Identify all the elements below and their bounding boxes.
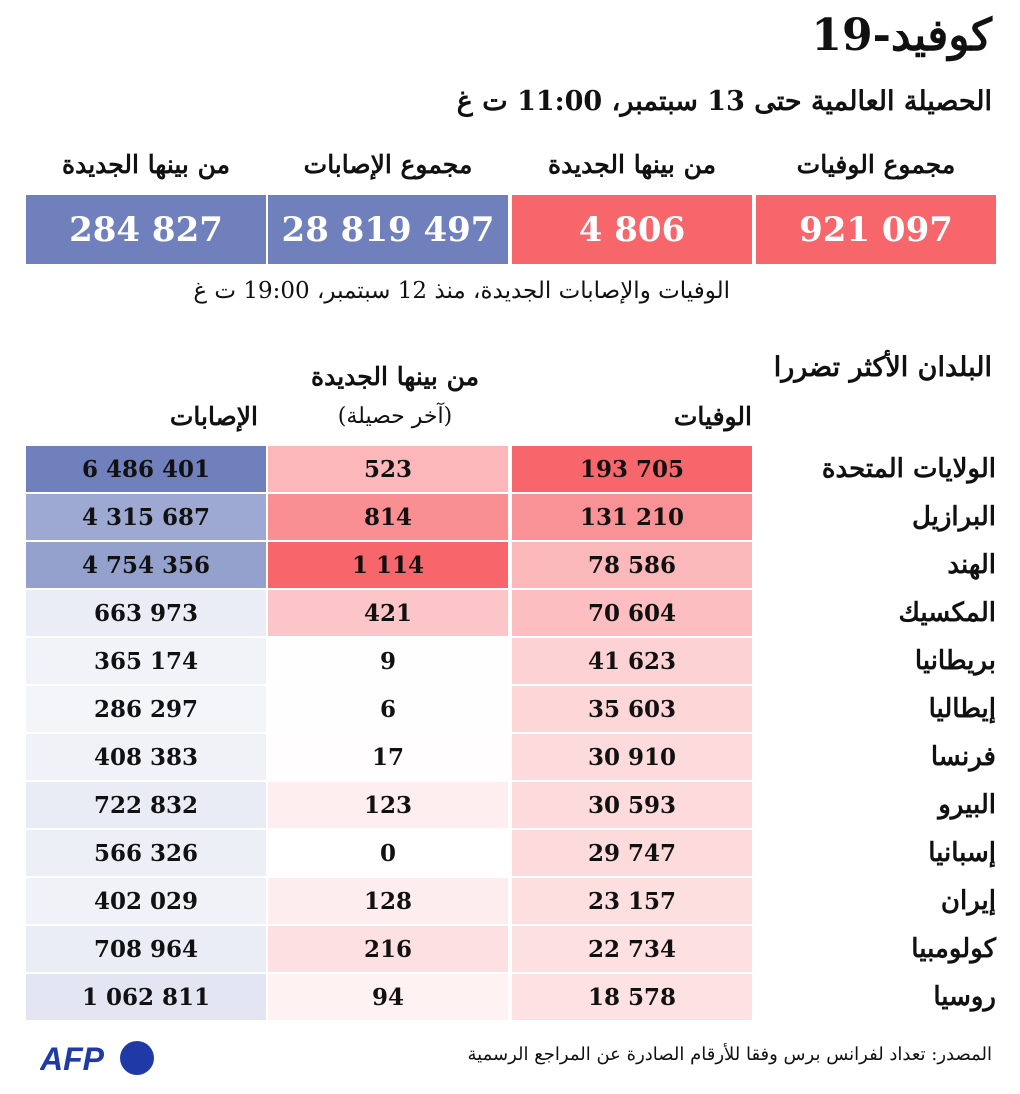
cases-cell: 365 174 xyxy=(26,638,266,684)
page-subtitle: الحصيلة العالمية حتى 13 سبتمبر، 11:00 ت غ xyxy=(456,86,992,117)
column-header-cases: الإصابات xyxy=(169,402,258,431)
deaths-cell: 18 578 xyxy=(512,974,752,1020)
cases-cell: 402 029 xyxy=(26,878,266,924)
new-deaths-cell: 814 xyxy=(268,494,508,540)
country-name: بريطانيا xyxy=(914,646,996,676)
summary-total-cases: 28 819 497 xyxy=(268,195,508,264)
deaths-cell: 22 734 xyxy=(512,926,752,972)
country-name: إيطاليا xyxy=(928,694,996,724)
summary-new-deaths: 4 806 xyxy=(512,195,752,264)
new-deaths-cell: 9 xyxy=(268,638,508,684)
cases-cell: 566 326 xyxy=(26,830,266,876)
country-name: الولايات المتحدة xyxy=(821,454,996,484)
new-deaths-cell: 523 xyxy=(268,446,508,492)
deaths-cell: 78 586 xyxy=(512,542,752,588)
countries-title: البلدان الأكثر تضررا xyxy=(773,352,992,383)
deaths-cell: 29 747 xyxy=(512,830,752,876)
source-note: المصدر: تعداد لفرانس برس وفقا للأرقام الصادرة عن المراجع الرسمية xyxy=(467,1044,992,1065)
new-deaths-cell: 17 xyxy=(268,734,508,780)
new-deaths-cell: 0 xyxy=(268,830,508,876)
new-deaths-cell: 123 xyxy=(268,782,508,828)
afp-logo-icon xyxy=(40,1036,160,1080)
new-deaths-cell: 94 xyxy=(268,974,508,1020)
summary-label-new-deaths: من بينها الجديدة xyxy=(547,150,717,179)
cases-cell: 663 973 xyxy=(26,590,266,636)
country-name: روسيا xyxy=(933,982,996,1012)
cases-cell: 4 315 687 xyxy=(26,494,266,540)
summary-note: الوفيات والإصابات الجديدة، منذ 12 سبتمبر، 19:00 ت غ xyxy=(193,278,730,304)
summary-total-deaths: 921 097 xyxy=(756,195,996,264)
cases-cell: 286 297 xyxy=(26,686,266,732)
cases-cell: 1 062 811 xyxy=(26,974,266,1020)
country-name: المكسيك xyxy=(898,598,996,628)
deaths-cell: 70 604 xyxy=(512,590,752,636)
deaths-cell: 41 623 xyxy=(512,638,752,684)
cases-cell: 722 832 xyxy=(26,782,266,828)
afp-logo-text: AFP xyxy=(40,1041,104,1077)
deaths-cell: 193 705 xyxy=(512,446,752,492)
new-deaths-cell: 216 xyxy=(268,926,508,972)
summary-label-total-cases: مجموع الإصابات xyxy=(303,150,473,179)
new-deaths-cell: 421 xyxy=(268,590,508,636)
cases-cell: 6 486 401 xyxy=(26,446,266,492)
page-title: كوفيد-19 xyxy=(811,10,992,61)
cases-cell: 4 754 356 xyxy=(26,542,266,588)
deaths-cell: 23 157 xyxy=(512,878,752,924)
country-name: إيران xyxy=(940,886,996,916)
summary-label-new-cases: من بينها الجديدة xyxy=(61,150,231,179)
afp-logo-circle xyxy=(120,1041,154,1075)
column-header-new-deaths: من بينها الجديدة xyxy=(310,362,480,391)
column-subheader-latest: (آخر حصيلة) xyxy=(337,404,453,429)
cases-cell: 708 964 xyxy=(26,926,266,972)
new-deaths-cell: 128 xyxy=(268,878,508,924)
deaths-cell: 131 210 xyxy=(512,494,752,540)
summary-label-total-deaths: مجموع الوفيات xyxy=(796,150,956,179)
country-name: إسبانيا xyxy=(928,838,996,868)
country-name: البيرو xyxy=(938,790,996,820)
deaths-cell: 35 603 xyxy=(512,686,752,732)
new-deaths-cell: 6 xyxy=(268,686,508,732)
cases-cell: 408 383 xyxy=(26,734,266,780)
summary-new-cases: 284 827 xyxy=(26,195,266,264)
country-name: فرنسا xyxy=(930,742,996,772)
deaths-cell: 30 593 xyxy=(512,782,752,828)
new-deaths-cell: 1 114 xyxy=(268,542,508,588)
deaths-cell: 30 910 xyxy=(512,734,752,780)
column-header-deaths: الوفيات xyxy=(673,402,752,431)
country-name: البرازيل xyxy=(911,502,996,532)
country-name: الهند xyxy=(947,550,996,580)
country-name: كولومبيا xyxy=(911,934,996,964)
